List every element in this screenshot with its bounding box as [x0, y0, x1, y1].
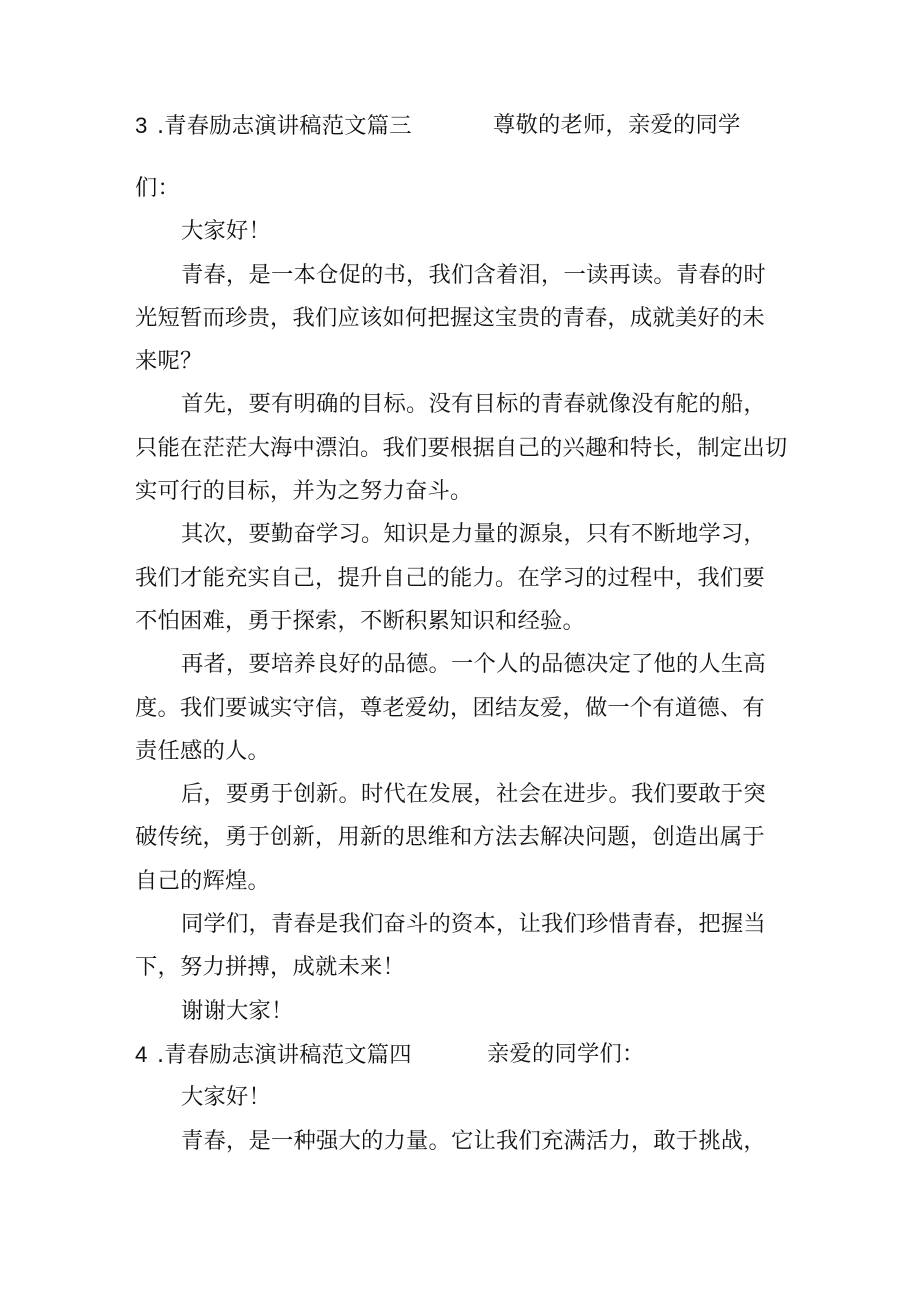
section-3-greeting: 尊敬的老师，亲爱的同学 — [493, 112, 741, 138]
paragraph-line: 青春，是一本仓促的书，我们含着泪，一读再读。青春的时 — [181, 261, 766, 288]
section-3-salutation: 大家好！ — [181, 218, 271, 245]
paragraph — [135, 513, 787, 643]
paragraph-line: 青春，是一种强大的力量。它让我们充满活力，敢于挑战， — [181, 1127, 766, 1154]
paragraph — [135, 383, 787, 513]
paragraph-line: 破传统，勇于创新，用新的思维和方法去解决问题，创造出属于 — [135, 824, 765, 851]
section-3-closing: 谢谢大家！ — [181, 997, 294, 1024]
paragraph — [135, 773, 787, 903]
paragraph-line: 不怕困难，勇于探索，不断积累知识和经验。 — [135, 607, 585, 634]
paragraph — [135, 254, 787, 384]
paragraph-line: 我们才能充实自己，提升自己的能力。在学习的过程中，我们要 — [135, 564, 765, 591]
section-3-number: 3 — [135, 113, 148, 138]
paragraph-line: 自己的辉煌。 — [135, 867, 270, 894]
section-4-salutation: 大家好！ — [181, 1084, 271, 1111]
section-4-number: 4 — [135, 1041, 148, 1067]
section-4-greeting: 亲爱的同学们： — [487, 1040, 645, 1067]
paragraph-line: 光短暂而珍贵，我们应该如何把握这宝贵的青春，成就美好的未 — [135, 304, 765, 331]
paragraph-line: 同学们，青春是我们奋斗的资本，让我们珍惜青春，把握当 — [181, 911, 766, 938]
paragraph-line: 再者，要培养良好的品德。一个人的品德决定了他的人生高 — [181, 651, 766, 678]
paragraph-line: 首先，要有明确的目标。没有目标的青春就像没有舵的船， — [181, 391, 766, 418]
section-4-heading — [135, 1033, 787, 1076]
section-3-heading — [135, 104, 787, 147]
paragraph-line: 下，努力拼搏，成就未来！ — [135, 954, 405, 981]
document-page — [135, 104, 787, 1163]
section-3-greeting-continued: 们： — [135, 175, 180, 201]
paragraph-line: 责任感的人。 — [135, 737, 270, 764]
paragraph-line: 度。我们要诚实守信，尊老爱幼，团结友爱，做一个有道德、有 — [135, 694, 765, 721]
section-4-title: .青春励志演讲稿范文篇四 — [157, 1041, 412, 1068]
paragraph-line: 实可行的目标，并为之努力奋斗。 — [135, 478, 473, 505]
paragraph-line: 来呢？ — [135, 348, 203, 375]
paragraph-line: 其次，要勤奋学习。知识是力量的源泉，只有不断地学习， — [181, 521, 766, 548]
paragraph — [135, 643, 787, 773]
paragraph-line: 后，要勇于创新。时代在发展，社会在进步。我们要敢于突 — [181, 781, 766, 808]
paragraph-line: 只能在茫茫大海中漂泊。我们要根据自己的兴趣和特长，制定出切 — [135, 434, 788, 461]
paragraph — [135, 903, 787, 990]
paragraph — [135, 1120, 787, 1163]
section-3-title: .青春励志演讲稿范文篇三 — [157, 113, 412, 139]
